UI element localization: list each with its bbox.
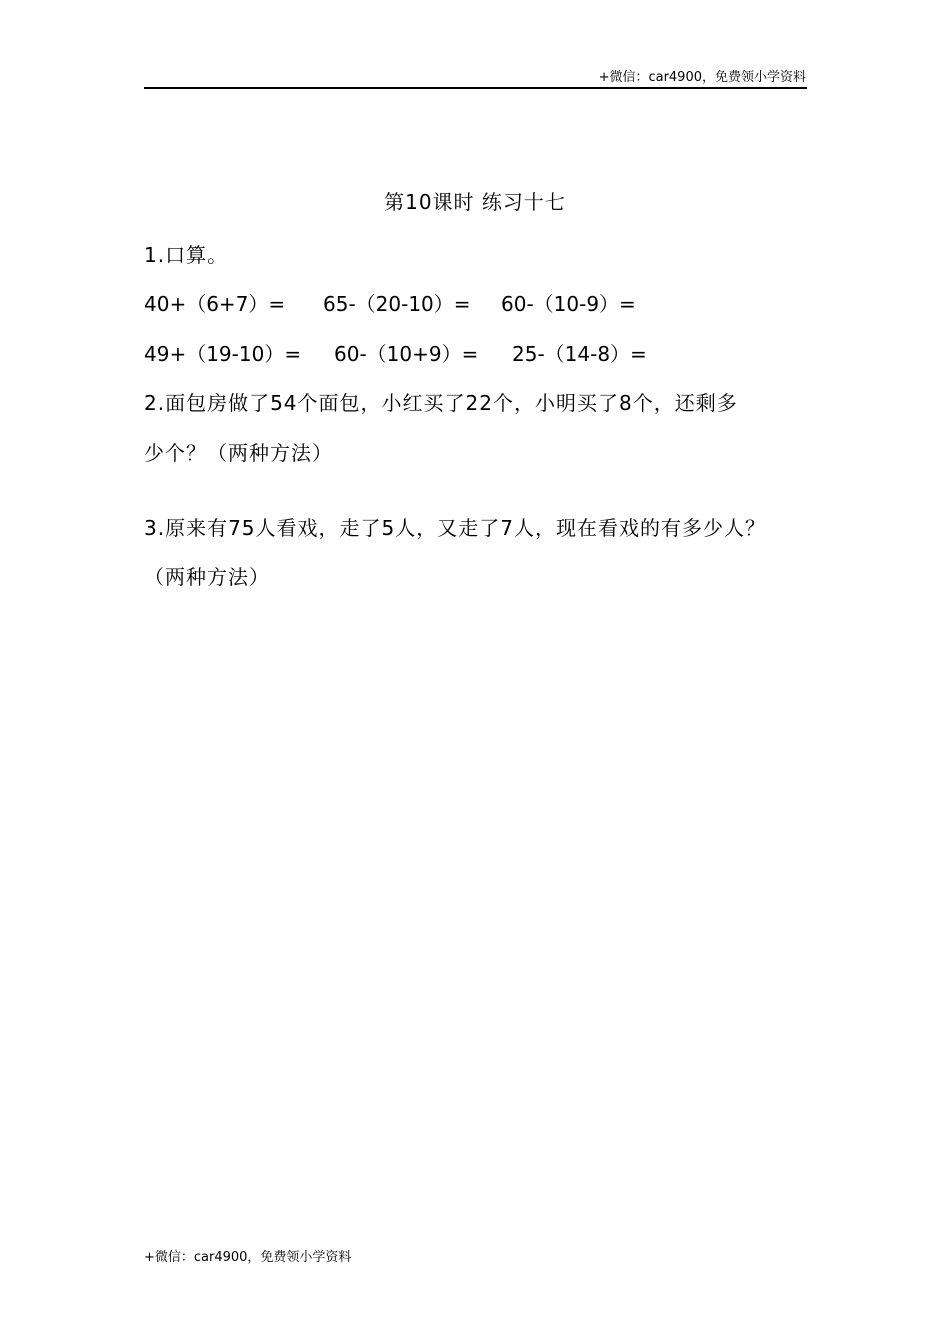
q1-label: 1.口算。: [144, 243, 229, 267]
header-watermark: +微信：car4900，免费领小学资料: [598, 70, 806, 85]
header-divider: [144, 87, 807, 89]
q3-line-2: （两种方法）: [144, 565, 270, 589]
q2-line-2: 少个？（两种方法）: [144, 441, 333, 465]
q3-line-1: 3.原来有75人看戏，走了5人，又走了7人，现在看戏的有多少人？: [144, 516, 766, 540]
q2-line-1: 2.面包房做了54个面包，小红买了22个，小明买了8个，还剩多: [144, 391, 738, 415]
q1-expr-1: 40+（6+7）=: [144, 292, 286, 316]
q1-expr-6: 25-（14-8）=: [512, 342, 647, 366]
q1-expr-2: 65-（20-10）=: [323, 292, 471, 316]
footer-watermark: +微信：car4900，免费领小学资料: [144, 1250, 352, 1265]
q1-expr-5: 60-（10+9）=: [334, 342, 479, 366]
q1-expr-4: 49+（19-10）=: [144, 342, 302, 366]
q1-expr-3: 60-（10-9）=: [501, 292, 636, 316]
page-title: 第10课时 练习十七: [384, 190, 566, 214]
